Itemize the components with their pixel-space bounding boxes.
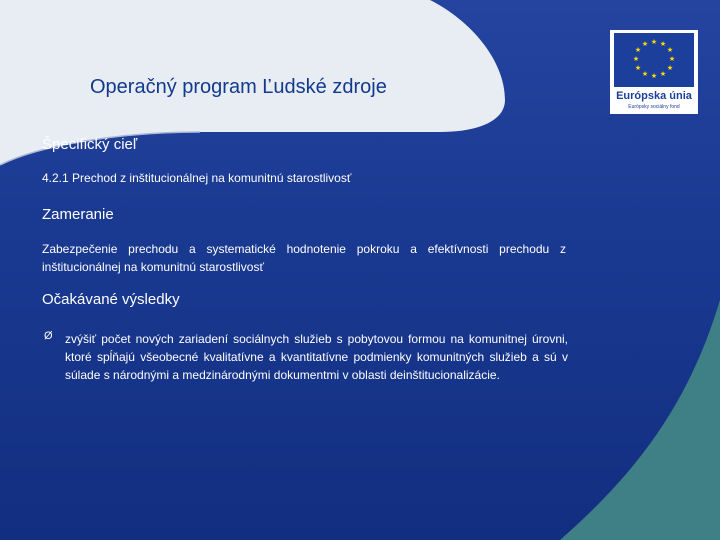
section-heading-focus: Zameranie (42, 206, 114, 223)
section-heading-specific-goal: Špecifický cieľ (42, 136, 138, 153)
svg-text:★: ★ (650, 72, 658, 80)
svg-text:★: ★ (659, 70, 667, 78)
specific-goal-text (42, 171, 351, 185)
arrow-bullet-icon: Ø (44, 330, 53, 342)
section-heading-expected-results: Očakávané výsledky (42, 291, 180, 308)
svg-text:★: ★ (641, 70, 649, 78)
eu-flag-icon (614, 33, 694, 87)
svg-text:★: ★ (634, 64, 642, 72)
bullet-text: zvýšiť počet nových zariadení sociálnych služieb s pobytovou formou na komunitnej úrovni, ktoré spĺňajú všeobecné kvalitatívne a kvantitatívne podmienky komunitných služieb a sú v súlade s národnými a medzinárodnými dokumentmi v oblasti deinštitucionalizácie. (65, 332, 568, 382)
svg-text:★: ★ (666, 64, 674, 72)
svg-text:★: ★ (650, 38, 658, 46)
svg-text:★: ★ (668, 55, 676, 63)
goal-description: Prechod z inštitucionálnej na komunitnú starostlivosť (72, 171, 352, 185)
eu-logo-title: Európska únia (616, 90, 692, 102)
svg-text:★: ★ (666, 46, 674, 54)
svg-text:★: ★ (634, 46, 642, 54)
slide-title: Operačný program Ľudské zdroje (90, 76, 387, 98)
goal-number: 4.2.1 (42, 171, 69, 185)
svg-text:★: ★ (641, 40, 649, 48)
svg-text:★: ★ (632, 55, 640, 63)
svg-text:★: ★ (659, 40, 667, 48)
eu-logo (610, 30, 698, 114)
focus-text: Zabezpečenie prechodu a systematické hodnotenie pokroku a efektívnosti prechodu z inštitucionálnej na komunitnú starostlivosť (42, 242, 566, 274)
eu-logo-subtitle: Európsky sociálny fond (628, 104, 680, 110)
teal-corner-shape (560, 300, 720, 540)
